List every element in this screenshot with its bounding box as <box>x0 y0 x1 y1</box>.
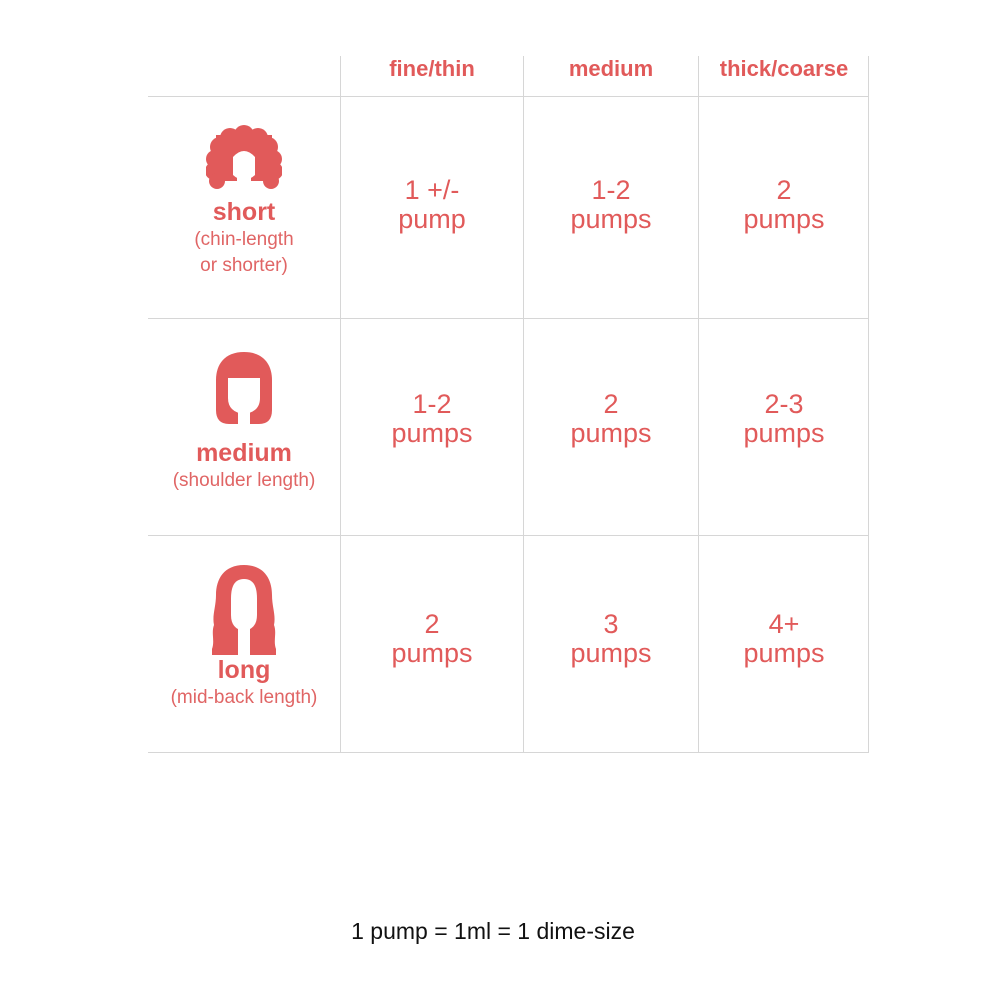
long-wavy-hair-icon <box>209 565 279 655</box>
dosage-cell <box>524 390 698 448</box>
grid-divider <box>148 96 869 97</box>
dosage-unit: pumps <box>743 638 825 668</box>
dosage-amount: 4+ <box>768 609 800 639</box>
row-name: long <box>217 656 271 684</box>
row-name: short <box>212 198 276 226</box>
row-label-medium <box>148 352 340 494</box>
grid-divider <box>148 318 869 319</box>
row-name: medium <box>196 439 292 467</box>
dosage-cell <box>341 610 523 668</box>
dosage-cell <box>699 176 869 234</box>
row-description: or shorter) <box>200 255 288 276</box>
dosage-unit: pumps <box>570 418 652 448</box>
dosage-unit: pumps <box>391 418 473 448</box>
dosage-amount: 1-2 <box>591 175 631 205</box>
dosage-unit: pump <box>398 204 466 234</box>
dosage-amount: 2 <box>424 609 440 639</box>
dosage-unit: pumps <box>570 204 652 234</box>
dosage-unit: pumps <box>391 638 473 668</box>
dosage-unit: pumps <box>570 638 652 668</box>
column-header-fine-thin: fine/thin <box>389 56 475 81</box>
dosage-cell <box>341 176 523 234</box>
dosage-unit: pumps <box>743 418 825 448</box>
dosage-unit: pumps <box>743 204 825 234</box>
dosage-cell <box>524 176 698 234</box>
row-description: (shoulder length) <box>172 470 316 491</box>
dosage-amount: 1-2 <box>412 389 452 419</box>
dosage-cell <box>524 610 698 668</box>
row-label-long <box>148 565 340 711</box>
dosage-amount: 1 +/- <box>404 175 460 205</box>
dosage-amount: 2-3 <box>764 389 804 419</box>
dosage-amount: 3 <box>603 609 619 639</box>
column-header-medium: medium <box>568 56 654 81</box>
grid-divider <box>148 535 869 536</box>
dosage-cell <box>341 390 523 448</box>
row-description: (mid-back length) <box>170 687 318 708</box>
footnote: 1 pump = 1ml = 1 dime-size <box>351 918 635 944</box>
column-header-thick-coarse: thick/coarse <box>719 56 849 81</box>
row-label-short <box>148 125 340 279</box>
dosage-amount: 2 <box>776 175 792 205</box>
dosage-cell <box>699 390 869 448</box>
dosage-cell <box>699 610 869 668</box>
bob-hair-with-bangs-icon <box>209 352 279 424</box>
curly-short-hair-icon <box>206 125 282 191</box>
row-description: (chin-length <box>194 229 294 250</box>
dosage-amount: 2 <box>603 389 619 419</box>
grid-divider <box>148 752 869 753</box>
